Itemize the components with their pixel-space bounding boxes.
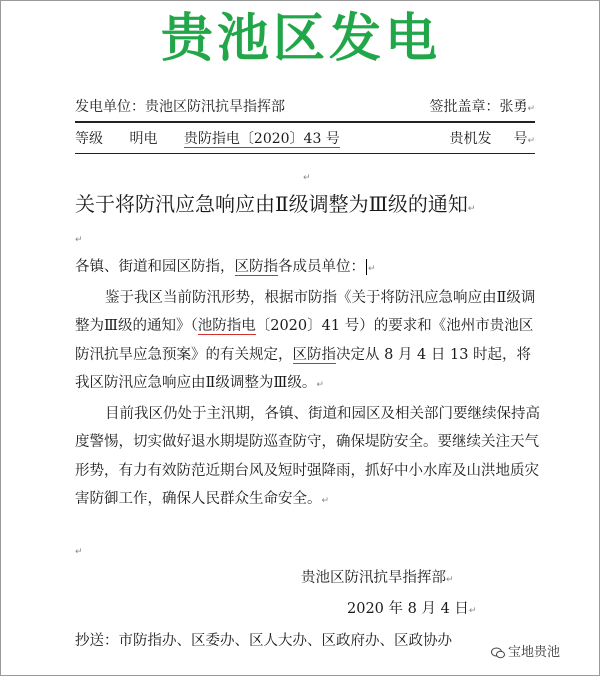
machine-number: 号 <box>513 131 528 147</box>
issuer-line <box>301 568 454 590</box>
notice-title-text: 关于将防汛应急响应由Ⅱ级调整为Ⅲ级的通知 <box>75 192 468 216</box>
grade-value: 明电 <box>129 131 158 147</box>
notice-body <box>75 253 543 516</box>
paragraph-mark-icon: ↵ <box>527 136 535 146</box>
cc-line: 抄送：市防指办、区委办、区人大办、区政府办、区政协办 <box>75 633 452 649</box>
sender-row <box>75 98 535 116</box>
addressee-part: 区防指 <box>234 259 278 275</box>
paragraph-mark-icon: ↵ <box>75 235 83 245</box>
paragraph-2 <box>75 400 543 516</box>
paragraph-1 <box>75 284 543 400</box>
paragraph-mark-icon: ↵ <box>316 380 324 390</box>
paragraph-mark-icon: ↵ <box>467 204 476 214</box>
addressee-part: 各成员单位： <box>278 259 365 275</box>
header-rule-bottom <box>75 153 535 154</box>
addressee-line <box>75 253 543 284</box>
telegram-header-title: 贵池区发电 <box>160 9 441 69</box>
issue-date: 2020 年 8 月 4 日 <box>347 601 469 617</box>
watermark <box>491 641 560 660</box>
para1-text: 决定从 8 月 4 日 13 时起，将我区防汛应急响应由Ⅱ级调整为Ⅲ级。 <box>75 346 532 391</box>
paragraph-mark-icon: ↵ <box>446 575 454 585</box>
date-line <box>347 599 476 621</box>
paragraph-mark-icon: ↵ <box>303 173 311 183</box>
notice-title <box>75 191 475 222</box>
text-cursor <box>366 259 367 275</box>
grade-row <box>75 130 535 148</box>
addressee-part: 各镇、街道和园区防指， <box>75 259 235 275</box>
paragraph-mark-icon: ↵ <box>468 606 477 616</box>
para1-text: 〔2020〕41 号）的要求和《池州市贵池区防汛抗旱应急预案》的有关规定， <box>75 318 534 363</box>
para1-text: 区防指 <box>292 346 336 363</box>
paragraph-mark-icon: ↵ <box>321 496 330 506</box>
grade-label: 等级 <box>75 131 103 147</box>
watermark-text: 宝地贵池 <box>508 645 561 660</box>
paragraph-mark-icon: ↵ <box>75 547 83 557</box>
wechat-icon <box>491 647 505 659</box>
machine-label: 贵机发 <box>449 131 492 147</box>
header-rule-top <box>75 121 535 123</box>
para1-text: 鉴于我区当前防汛形势，根据市防指《关于将防汛应急响应由Ⅱ级调整为Ⅲ级的通知》（ <box>75 289 536 334</box>
paragraph-mark-icon: ↵ <box>368 264 376 274</box>
para1-text: 池防指电 <box>197 318 256 334</box>
para2-text: 目前我区仍处于主汛期，各镇、街道和园区及相关部门要继续保持高度警惕，切实做好退水期堤防巡查防守，确保堤防安全。要继续关注天气形势，有力有效防范近期台风及短时强降雨，抓好中小水库及山洪地质灾害防御工作，确保人民群众生命安全。 <box>75 405 540 507</box>
issuer: 贵池区防汛抗旱指挥部 <box>301 570 446 586</box>
doc-number: 贵防指电〔2020〕43 号 <box>183 131 340 147</box>
signer: 签批盖章：张勇 <box>429 99 528 115</box>
paragraph-mark-icon: ↵ <box>527 104 535 114</box>
sender-unit: 发电单位：贵池区防汛抗旱指挥部 <box>75 99 285 115</box>
